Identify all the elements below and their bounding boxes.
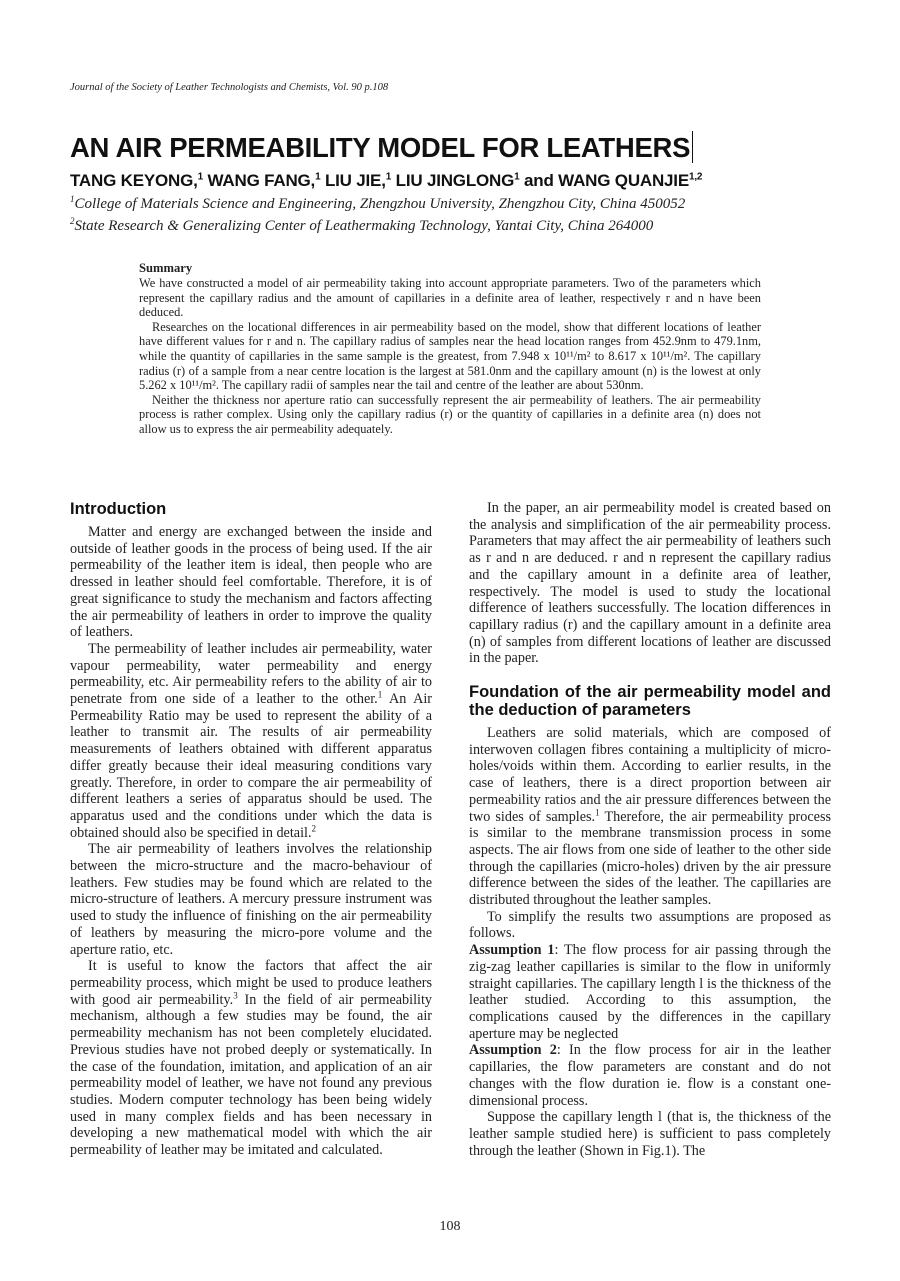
journal-citation: Journal of the Society of Leather Technologists and Chemists, Vol. 90 p.108 xyxy=(70,82,389,93)
summary-heading: Summary xyxy=(139,261,193,275)
affiliation-text: State Research & Generalizing Center of Leathermaking Technology, Yantai City, China 264000 xyxy=(74,218,654,234)
text-span: Leathers are solid materials, which are composed of interwoven collagen fibres containing a multiplicity of micro-holes/voids within them. According to earlier results, in the case of leathers, there is a direct proportion between air permeability ratios and the air pressure differences between the two sides of samples. xyxy=(469,725,831,825)
text-span: Therefore, the air permeability process is similar to the membrane transmission process in some aspects. The air flows from one side of leather to the other side through the capillaries (micro-holes) driven by the air pressure difference between the sides of the leather. The capillaries are distributed throughout the leather samples. xyxy=(469,808,831,909)
right-column xyxy=(469,500,831,1159)
assumption-label: Assumption 2 xyxy=(469,1042,557,1059)
author-affiliation-marker: 1 xyxy=(315,171,321,183)
body-paragraph: Suppose the capillary length l (that is, the thickness of the leather sample studied here) is sufficient to pass completely through the leather (Shown in Fig.1). The xyxy=(469,1109,831,1159)
intro-paragraph: The air permeability of leathers involves the relationship between the micro-structure and the macro-behaviour of leathers. Few studies may be found which are related to the micro-structure of leathers. A mercury pressure instrument was used to study the influence of finishing on the air permeability of leathers by measuring the micro-pore volume and the aperture ratio, etc. xyxy=(70,841,432,958)
affiliation-text: College of Materials Science and Engineering, Zhengzhou University, Zhengzhou City, China 450052 xyxy=(74,196,686,212)
article-title xyxy=(70,131,693,164)
assumption-1 xyxy=(469,942,831,1042)
reference-marker[interactable]: 1 xyxy=(595,806,600,817)
summary-section xyxy=(139,261,761,437)
affiliation-marker: 2 xyxy=(70,216,75,226)
author-name: LIU JINGLONG xyxy=(391,171,515,190)
article-title-text: AN AIR PERMEABILITY MODEL FOR LEATHERS xyxy=(70,132,691,163)
reference-marker[interactable]: 2 xyxy=(311,822,317,833)
author-name: and WANG QUANJIE xyxy=(519,171,689,190)
text-span: The permeability of leather includes air permeability, water vapour permeability, water permeability and energy permeability, etc. Air permeability refers to the ability of air to penetrate from one side of a leather to the other. xyxy=(70,640,432,708)
author-list xyxy=(70,171,702,191)
spacer xyxy=(469,667,831,683)
author-affiliation-marker: 1,2 xyxy=(688,171,703,183)
summary-paragraph: We have constructed a model of air permeability taking into account appropriate parameters. Two of the parameters which represent the capillary radius and the amount of capillaries in a definite area of leather, respectively r and n have been deduced. xyxy=(139,276,761,320)
left-column xyxy=(70,500,432,1159)
reference-marker[interactable]: 3 xyxy=(233,989,238,1000)
author-affiliation-marker: 1 xyxy=(385,171,392,183)
page-number: 108 xyxy=(439,1219,461,1234)
body-paragraph: In the paper, an air permeability model is created based on the analysis and simplification of the air permeability process. Parameters that may affect the air permeability of leathers such as r and n are deduced. r and n represent the capillary radius and the capillary amount in a definite area of leather, respectively. The model is used to study the locational difference of leathers successfully. The location differences in capillary radius (r) and the capillary amount in a definite area (n) of samples from different locations of leather are discussed in the paper. xyxy=(469,500,831,667)
text-span: It is useful to know the factors that affect the air permeability process, which might be used to produce leathers with good air permeability. xyxy=(70,958,432,1008)
author-name: TANG KEYONG, xyxy=(70,171,198,190)
summary-paragraph: Neither the thickness nor aperture ratio can successfully represent the air permeability of leathers. The air permeability process is rather complex. Using only the capillary radius (r) or the quantity of capillaries in a definite area (n) does not allow us to express the air permeability adequately. xyxy=(139,392,761,436)
intro-paragraph xyxy=(70,641,432,841)
author-name: LIU JIE, xyxy=(320,171,386,190)
text-span: An Air Permeability Ratio may be used to represent the ability of a leather to transmit air. The results of air permeability measurements of leathers obtained with different apparatus differ greatly because their ideal measuring conditions vary greatly. Therefore, in order to compare the air permeability of different leathers a series of apparatus should be used. The apparatus used and the conditions under which the data is obtained should also be specified in detail. xyxy=(70,691,432,841)
affiliation-1 xyxy=(70,194,685,213)
author-name: WANG FANG, xyxy=(203,171,316,190)
summary-paragraph: Researches on the locational differences in air permeability based on the model, show that different locations of leather have different values for r and n. The capillary radius of samples near the head location ranges from 452.9nm to 479.1nm, while the quantity of capillaries in the same sample is the greatest, from 7.948 x 10¹¹/m² to 8.617 x 10¹¹/m². The capillary radius (r) of a sample from a near centre location is the largest at 581.0nm and the capillary amount (n) is the lowest at only 5.262 x 10¹¹/m². The capillary radii of samples near the tail and centre of the leather are about 530nm. xyxy=(139,319,761,393)
text-span: : In the flow process for air in the leather capillaries, the flow parameters are constant and do not changes with the flow duration ie. flow is a constant one-dimensional process. xyxy=(469,1042,831,1109)
body-paragraph: To simplify the results two assumptions are proposed as follows. xyxy=(469,908,831,942)
affiliation-marker: 1 xyxy=(70,194,75,204)
affiliation-2 xyxy=(70,216,653,235)
assumption-2 xyxy=(469,1042,831,1109)
author-affiliation-marker: 1 xyxy=(197,171,203,183)
assumption-label: Assumption 1 xyxy=(469,942,555,959)
intro-paragraph xyxy=(70,958,432,1158)
text-cursor xyxy=(692,131,693,163)
text-span: In the field of air permeability mechanism, although a few studies may be found, the air permeability mechanism has not been completely elucidated. Previous studies have not probed deeply or systematically. In the case of the foundation, imitation, and application of an air permeability model of leather, we have not found any previous studies. Modern computer technology has been being widely used in many complex fields and has been necessary in developing a new mathematical model with which the air permeability of leather may be imitated and calculated. xyxy=(70,991,432,1159)
foundation-heading: Foundation of the air permeability model and the deduction of parameters xyxy=(469,683,831,720)
body-paragraph xyxy=(469,725,831,909)
author-affiliation-marker: 1 xyxy=(514,171,520,183)
text-span: : The flow process for air passing through the zig-zag leather capillaries is similar to the flow in uniformly straight capillaries. The capillary length l is the thickness of the leather studied. According to this assumption, the complications caused by the differences in the capillary aperture may be neglected xyxy=(469,942,831,1042)
intro-paragraph: Matter and energy are exchanged between the inside and outside of leather goods in the process of being used. If the air permeability of the leather item is ideal, then people who are dressed in leather should feel comfortable. Therefore, it is of great significance to study the mechanism and factors affecting the air permeability of leathers in order to improve the quality of leathers. xyxy=(70,524,432,641)
introduction-heading: Introduction xyxy=(70,500,167,518)
reference-marker[interactable]: 1 xyxy=(377,689,383,700)
